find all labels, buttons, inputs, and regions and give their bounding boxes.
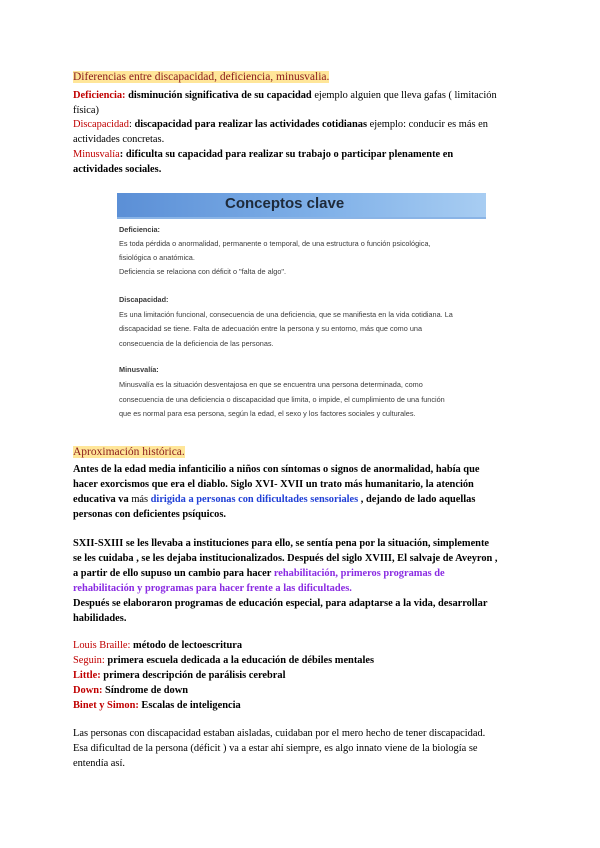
concepts-banner-title: Conceptos clave — [225, 195, 345, 212]
concept-deficiencia-line: fisiológica o anatómica. — [119, 253, 195, 262]
history-p2-line: habilidades. — [73, 613, 127, 624]
discapacidad-bold-text: discapacidad para realizar las actividades cotidianas — [134, 119, 368, 130]
section-title-differences — [73, 70, 533, 85]
minusvalia-line2 — [73, 162, 533, 177]
concept-minusvalia-line: que es normal para esa persona, según la edad, el sexo y los factores sociales y culturales. — [119, 409, 416, 418]
concept-minusvalia-line: Minusvalía es la situación desventajosa en que se encuentra una persona determinada, como — [119, 380, 423, 389]
history-heading: Aproximación histórica. — [73, 446, 185, 458]
concepts-banner — [117, 193, 486, 217]
person-contribution: Escalas de inteligencia — [138, 700, 241, 711]
history-p2-highlight: rehabilitación, primeros programas de — [273, 568, 445, 579]
concept-deficiencia-line: Deficiencia se relaciona con déficit o "falta de algo". — [119, 267, 287, 276]
concept-minusvalia-line: consecuencia de una deficiencia o discapacidad que limita, o impide, el cumplimiento de una función — [119, 395, 445, 404]
deficiencia-bold-text: disminución significativa de su capacidad — [125, 90, 312, 101]
history-p2-text: a partir de ello supuso un cambio para hacer — [73, 568, 274, 579]
deficiencia-line2 — [73, 103, 533, 118]
closing-line: entendía así. — [73, 758, 125, 769]
history-p1-highlight: dirigida a personas con dificultades sensoriales — [150, 494, 361, 505]
term-discapacidad: Discapacidad — [73, 119, 129, 130]
closing-line: Las personas con discapacidad estaban aisladas, cuidaban por el mero hecho de tener discapacidad. — [73, 728, 486, 739]
history-p2-line: SXII-SXIII se les llevaba a instituciones para ello, se sentía pena por la situación, simplemente — [73, 538, 490, 549]
person-item — [73, 683, 533, 698]
history-p1-text: , dejando de lado aquellas — [360, 494, 476, 505]
term-deficiencia: Deficiencia: — [73, 90, 126, 101]
concept-discapacidad-title: Discapacidad: — [119, 295, 169, 304]
history-p2-line: Después se elaboraron programas de educación especial, para adaptarse a la vida, desarrollar — [73, 598, 488, 609]
person-contribution: primera escuela dedicada a la educación de débiles mentales — [104, 655, 375, 666]
concept-deficiencia-title: Deficiencia: — [119, 225, 160, 234]
discapacidad-line2 — [73, 132, 533, 147]
history-p1-line: Antes de la edad media infanticilio a niños con síntomas o signos de anormalidad, había que — [73, 464, 480, 475]
minusvalia-bold-text: : dificulta su capacidad para realizar su trabajo o participar plenamente en — [119, 149, 454, 160]
person-name: Binet y Simon: — [73, 700, 139, 711]
person-contribution: Síndrome de down — [102, 685, 189, 696]
closing-line: Esa dificultad de la persona (déficit ) va a estar ahí siempre, es algo innato viene de la biología se — [73, 743, 478, 754]
person-name: Louis Braille: — [73, 640, 131, 651]
history-p2-highlight: rehabilitación y programas para hacer frente a las dificultades. — [73, 583, 352, 594]
history-p1-text: educativa va — [73, 494, 132, 505]
history-p2-line — [73, 566, 533, 581]
history-p2-line: se les cuidaba , se les dejaba institucionalizados. Después del siglo XVIII, El salvaje de Aveyron , — [73, 553, 498, 564]
discapacidad-example: ejemplo: conducir es más en — [367, 119, 488, 130]
deficiencia-definition — [73, 88, 533, 103]
concepts-banner-underline — [117, 217, 486, 219]
concept-minusvalia-title: Minusvalía: — [119, 365, 159, 374]
history-p1-line: hacer exorcismos que era el diablo. Siglo XVI- XVII un trato más humanitario, la atención — [73, 479, 474, 490]
discapacidad-definition — [73, 117, 533, 132]
deficiencia-example: ejemplo alguien que lleva gafas ( limitación — [311, 90, 497, 101]
person-name: Seguin: — [73, 655, 105, 666]
person-name: Down: — [73, 685, 103, 696]
person-contribution: primera descripción de parálisis cerebral — [100, 670, 286, 681]
discapacidad-example-cont: actividades concretas. — [73, 134, 165, 145]
deficiencia-example-cont: física) — [73, 105, 99, 116]
person-item — [73, 698, 533, 713]
minusvalia-bold-cont: actividades sociales. — [73, 164, 162, 175]
minusvalia-definition — [73, 147, 533, 162]
concept-deficiencia-line: Es toda pérdida o anormalidad, permanente o temporal, de una estructura o función psicológica, — [119, 239, 431, 248]
section-title-history — [73, 445, 533, 460]
concept-discapacidad-line: consecuencia de la deficiencia de las personas. — [119, 339, 274, 348]
differences-heading: Diferencias entre discapacidad, deficiencia, minusvalia. — [73, 71, 330, 83]
term-minusvalia: Minusvalía — [73, 149, 120, 160]
concepts-image — [117, 193, 486, 423]
person-name: Little: — [73, 670, 101, 681]
concept-discapacidad-line: Es una limitación funcional, consecuencia de una deficiencia, que se manifiesta en la vida cotidiana. La — [119, 310, 453, 319]
history-p1-line: personas con deficientes psíquicos. — [73, 509, 226, 520]
person-item — [73, 638, 533, 653]
history-p1-text: más — [131, 494, 151, 505]
discapacidad-colon: : — [128, 119, 135, 130]
concept-discapacidad-line: discapacidad se tiene. Falta de adecuación entre la persona y su entorno, más que como una — [119, 324, 423, 333]
person-item — [73, 653, 533, 668]
history-p1-line — [73, 492, 533, 507]
person-item — [73, 668, 533, 683]
person-contribution: método de lectoescritura — [130, 640, 243, 651]
